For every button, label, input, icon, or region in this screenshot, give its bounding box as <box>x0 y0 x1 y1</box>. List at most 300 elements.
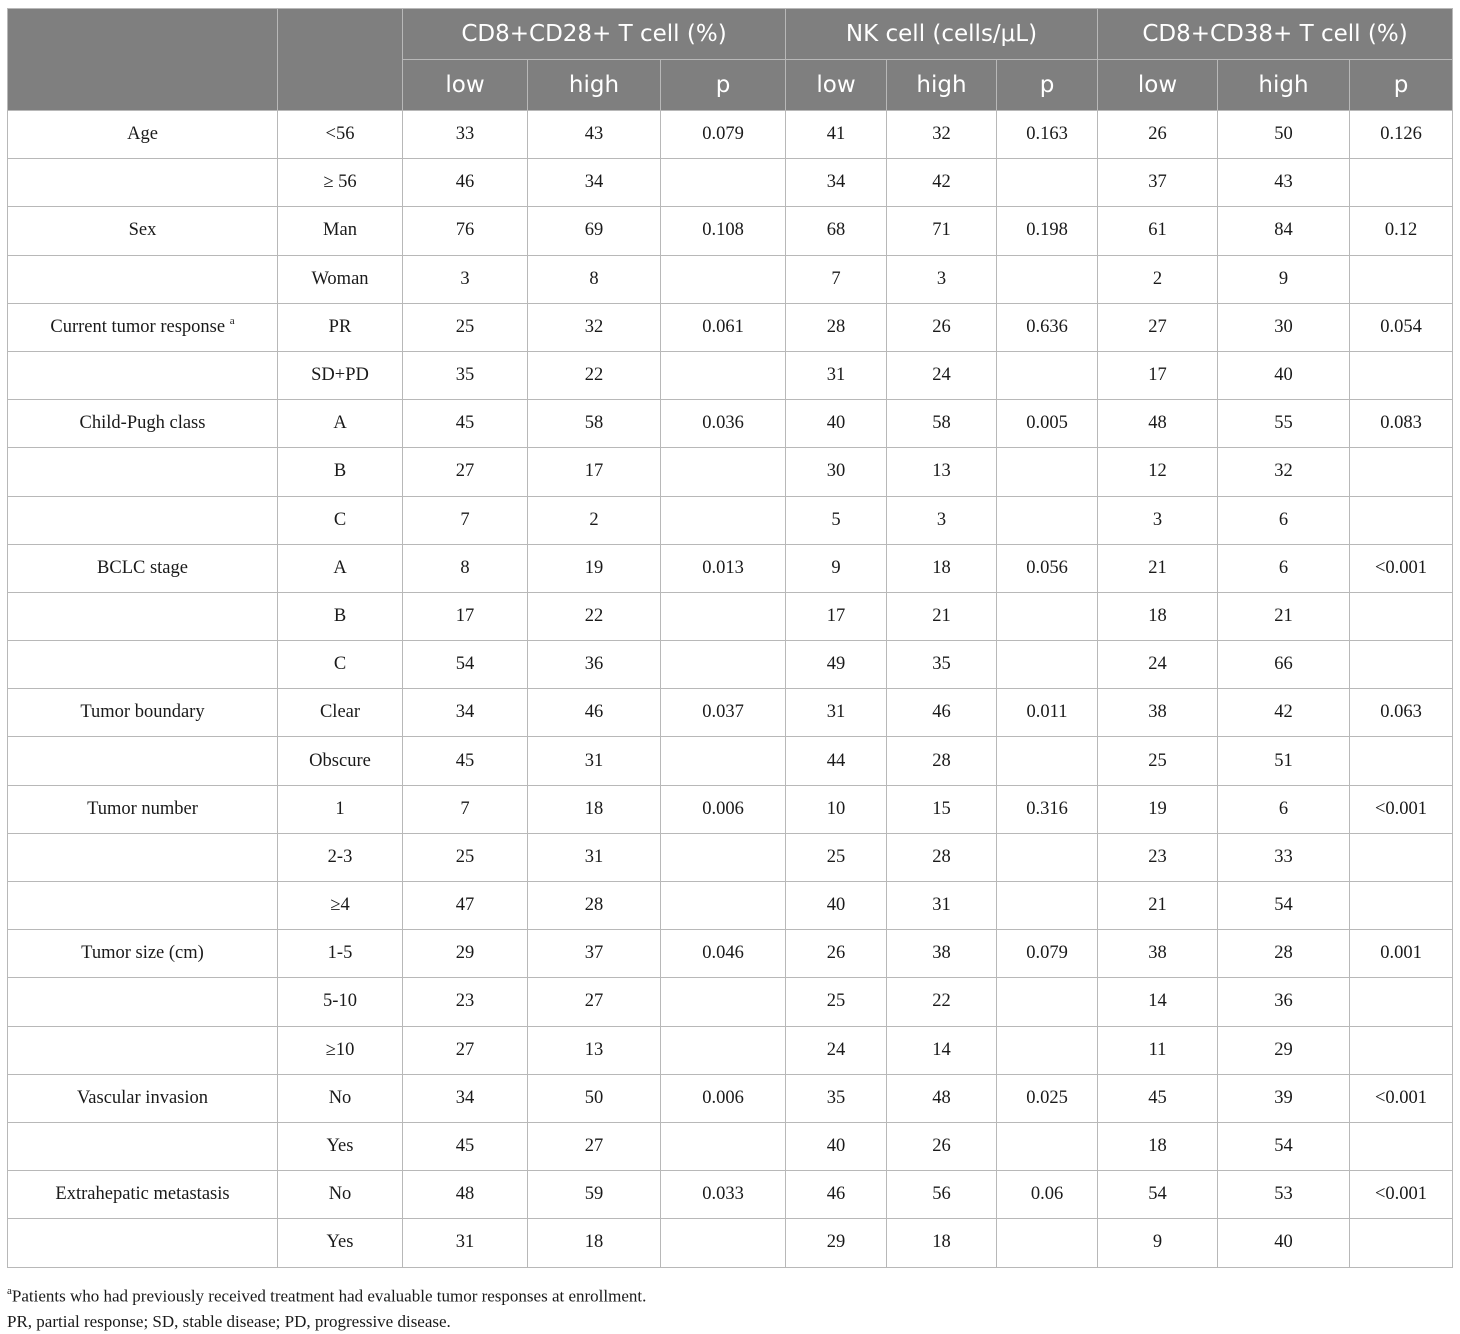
cell-cd38-high <box>1218 400 1350 448</box>
cell-text: 13 <box>584 1039 604 1060</box>
cell-text: Yes <box>326 1136 354 1157</box>
cell-cd28-high <box>528 833 661 881</box>
cell-cd28-low <box>403 1122 528 1170</box>
cell-cd38-high <box>1218 159 1350 207</box>
cell-text: 35 <box>455 365 475 386</box>
cell-text: 37 <box>584 943 604 964</box>
cell-text: 37 <box>1148 172 1167 193</box>
cell-category <box>278 400 403 448</box>
cell-text: A <box>333 413 347 434</box>
cell-text: A <box>333 557 347 578</box>
cell-text: 34 <box>826 172 846 193</box>
cell-text: 45 <box>1148 1087 1167 1108</box>
cell-cd38-low <box>1098 496 1218 544</box>
subheader-high: high <box>887 60 997 111</box>
cell-cd28-high <box>528 303 661 351</box>
cell-cd38-high <box>1218 1074 1350 1122</box>
cell-text: 36 <box>1274 991 1293 1012</box>
cell-text: <0.001 <box>1374 1087 1428 1108</box>
cell-text: 3 <box>936 268 947 289</box>
table-row <box>8 978 1453 1026</box>
cell-cd28-low <box>403 930 528 978</box>
footnote-text-1: Patients who had previously received treatment had evaluable tumor responses at enrollment. <box>11 1286 647 1306</box>
cell-text: 7 <box>831 268 841 289</box>
cell-text: 18 <box>1148 605 1167 626</box>
cell-cd38-p <box>1350 255 1453 303</box>
cell-nk-high <box>887 303 997 351</box>
cell-text: ≥10 <box>325 1039 355 1060</box>
cell-category <box>278 737 403 785</box>
table-row <box>8 207 1453 255</box>
cell-text: 21 <box>1274 605 1293 626</box>
cell-cd38-p <box>1350 400 1453 448</box>
cell-text: 25 <box>455 846 475 867</box>
cell-cd38-high <box>1218 737 1350 785</box>
subheader-high: high <box>1218 60 1350 111</box>
cell-text: 71 <box>932 220 951 241</box>
cell-text: 2 <box>1152 268 1163 289</box>
cell-text: 0.056 <box>1026 557 1068 578</box>
cell-text: 59 <box>584 1184 604 1205</box>
subheader-high: high <box>528 60 661 111</box>
table-row <box>8 351 1453 399</box>
cell-nk-p <box>997 1122 1098 1170</box>
cell-text: 23 <box>1148 846 1167 867</box>
cell-text: 0.037 <box>702 702 744 723</box>
cell-cd28-high <box>528 1026 661 1074</box>
cell-text: 0.083 <box>1380 413 1422 434</box>
cell-text: 17 <box>584 461 604 482</box>
data-table <box>7 8 1453 1268</box>
cell-text: 6 <box>1278 557 1289 578</box>
cell-nk-high <box>887 400 997 448</box>
cell-cd38-low <box>1098 882 1218 930</box>
cell-text: 49 <box>826 654 846 675</box>
cell-text: Woman <box>311 268 369 289</box>
table-row <box>8 785 1453 833</box>
cell-text: 58 <box>584 413 604 434</box>
cell-cd28-low <box>403 159 528 207</box>
table-row <box>8 448 1453 496</box>
cell-category <box>278 1171 403 1219</box>
cell-text: 32 <box>932 124 951 145</box>
cell-cd38-low <box>1098 1219 1218 1267</box>
cell-text: 42 <box>932 172 951 193</box>
cell-cd28-p <box>661 1171 786 1219</box>
cell-cd38-high <box>1218 496 1350 544</box>
cell-text: <56 <box>325 124 355 145</box>
cell-cd38-low <box>1098 978 1218 1026</box>
cell-text: 5 <box>831 509 841 530</box>
cell-text: 47 <box>455 895 475 916</box>
cell-category <box>278 689 403 737</box>
cell-cd28-low <box>403 207 528 255</box>
cell-cd38-p <box>1350 1074 1453 1122</box>
cell-text: 25 <box>826 846 846 867</box>
cell-cd28-p <box>661 255 786 303</box>
cell-text: 22 <box>584 365 604 386</box>
cell-text: <0.001 <box>1374 557 1428 578</box>
cell-cd38-p <box>1350 303 1453 351</box>
cell-text: 25 <box>826 991 846 1012</box>
footnote-marker: a <box>7 1285 12 1297</box>
cell-text: 0.108 <box>702 220 744 241</box>
cell-text: 9 <box>1278 268 1289 289</box>
cell-category <box>278 641 403 689</box>
cell-nk-high <box>887 111 997 159</box>
subheader-p: p <box>661 60 786 111</box>
cell-characteristic <box>8 111 278 159</box>
cell-cd38-high <box>1218 351 1350 399</box>
cell-characteristic <box>8 1171 278 1219</box>
cell-text: 27 <box>455 1039 475 1060</box>
cell-nk-high <box>887 1219 997 1267</box>
cell-category <box>278 1074 403 1122</box>
data-table-container <box>7 8 1452 1268</box>
cell-text: 22 <box>932 991 951 1012</box>
cell-text: 84 <box>1274 220 1293 241</box>
cell-nk-p <box>997 592 1098 640</box>
footnotes <box>7 1280 646 1334</box>
cell-text: 0.025 <box>1026 1087 1068 1108</box>
cell-text: 46 <box>584 702 604 723</box>
cell-text: 24 <box>1148 654 1167 675</box>
cell-cd38-high <box>1218 544 1350 592</box>
cell-text: B <box>333 461 347 482</box>
cell-cd28-p <box>661 978 786 1026</box>
cell-cd28-p <box>661 544 786 592</box>
cell-text: 40 <box>1274 1232 1293 1253</box>
cell-cd38-p <box>1350 592 1453 640</box>
cell-cd28-low <box>403 737 528 785</box>
cell-characteristic <box>8 400 278 448</box>
cell-cd38-low <box>1098 111 1218 159</box>
group-header: CD8+CD38+ T cell (%) <box>1098 9 1453 60</box>
cell-text: ≥ 56 <box>323 172 357 193</box>
cell-cd38-high <box>1218 1171 1350 1219</box>
cell-text: 42 <box>1274 702 1293 723</box>
cell-text: 0.054 <box>1380 316 1422 337</box>
cell-cd28-high <box>528 1219 661 1267</box>
cell-cd28-p <box>661 303 786 351</box>
cell-text: 41 <box>826 124 846 145</box>
cell-cd28-p <box>661 1074 786 1122</box>
cell-nk-p <box>997 159 1098 207</box>
cell-cd38-high <box>1218 930 1350 978</box>
cell-nk-p <box>997 1171 1098 1219</box>
cell-text: 3 <box>936 509 947 530</box>
cell-text: Tumor number <box>87 798 198 819</box>
cell-cd38-p <box>1350 1122 1453 1170</box>
cell-text: Sex <box>128 220 157 241</box>
cell-cd28-low <box>403 641 528 689</box>
cell-text: 6 <box>1278 798 1289 819</box>
cell-nk-p <box>997 448 1098 496</box>
cell-cd38-high <box>1218 592 1350 640</box>
cell-nk-low <box>786 400 887 448</box>
cell-text: 28 <box>826 316 846 337</box>
cell-text: 61 <box>1148 220 1167 241</box>
cell-text: 54 <box>1274 1136 1293 1157</box>
cell-text: 0.198 <box>1026 220 1068 241</box>
cell-nk-high <box>887 882 997 930</box>
cell-nk-high <box>887 448 997 496</box>
cell-nk-p <box>997 400 1098 448</box>
cell-text: Man <box>323 220 357 241</box>
cell-text: 26 <box>1148 124 1167 145</box>
cell-text: 50 <box>584 1087 604 1108</box>
cell-text: 29 <box>826 1232 846 1253</box>
cell-text: Current tumor response <box>50 317 226 338</box>
cell-text: 40 <box>826 413 846 434</box>
cell-text: 48 <box>1148 413 1167 434</box>
cell-text: 44 <box>826 750 846 771</box>
cell-text: 17 <box>826 605 846 626</box>
cell-nk-p <box>997 303 1098 351</box>
cell-category <box>278 930 403 978</box>
table-row <box>8 400 1453 448</box>
cell-nk-high <box>887 1122 997 1170</box>
cell-text: 34 <box>455 1087 475 1108</box>
cell-cd38-low <box>1098 1026 1218 1074</box>
cell-nk-low <box>786 833 887 881</box>
cell-text: 30 <box>826 461 846 482</box>
table-row <box>8 882 1453 930</box>
cell-category <box>278 1122 403 1170</box>
cell-cd38-low <box>1098 1074 1218 1122</box>
cell-characteristic <box>8 689 278 737</box>
cell-text: 29 <box>1274 1039 1293 1060</box>
cell-cd38-high <box>1218 882 1350 930</box>
table-row <box>8 159 1453 207</box>
cell-text: 27 <box>455 461 475 482</box>
cell-cd28-low <box>403 785 528 833</box>
cell-text: 50 <box>1274 124 1293 145</box>
cell-cd38-low <box>1098 351 1218 399</box>
cell-cd28-p <box>661 882 786 930</box>
cell-cd28-p <box>661 448 786 496</box>
cell-nk-p <box>997 978 1098 1026</box>
cell-category <box>278 1219 403 1267</box>
cell-nk-high <box>887 737 997 785</box>
cell-text: B <box>333 605 347 626</box>
cell-cd28-low <box>403 978 528 1026</box>
cell-text: 18 <box>584 1232 604 1253</box>
cell-category <box>278 255 403 303</box>
cell-nk-low <box>786 882 887 930</box>
cell-category <box>278 592 403 640</box>
cell-text: 30 <box>1274 316 1293 337</box>
cell-nk-p <box>997 882 1098 930</box>
cell-cd28-high <box>528 737 661 785</box>
cell-characteristic <box>8 496 278 544</box>
cell-text: Child-Pugh class <box>79 413 206 434</box>
cell-cd38-p <box>1350 496 1453 544</box>
subheader-low: low <box>1098 60 1218 111</box>
cell-characteristic <box>8 544 278 592</box>
cell-cd28-high <box>528 448 661 496</box>
cell-nk-low <box>786 303 887 351</box>
cell-cd38-high <box>1218 111 1350 159</box>
cell-characteristic <box>8 737 278 785</box>
table-row <box>8 303 1453 351</box>
cell-cd38-high <box>1218 1122 1350 1170</box>
cell-text: 18 <box>932 1232 951 1253</box>
cell-text: Clear <box>319 702 361 723</box>
cell-category <box>278 496 403 544</box>
cell-nk-low <box>786 737 887 785</box>
cell-cd38-p <box>1350 882 1453 930</box>
cell-nk-low <box>786 1074 887 1122</box>
cell-nk-low <box>786 1122 887 1170</box>
cell-text: 5-10 <box>323 991 357 1012</box>
cell-cd38-p <box>1350 737 1453 785</box>
cell-cd38-high <box>1218 207 1350 255</box>
cell-cd38-p <box>1350 785 1453 833</box>
cell-category <box>278 448 403 496</box>
cell-nk-high <box>887 833 997 881</box>
cell-cd38-p <box>1350 641 1453 689</box>
cell-characteristic <box>8 255 278 303</box>
cell-text: 8 <box>460 557 470 578</box>
cell-characteristic <box>8 641 278 689</box>
cell-cd28-high <box>528 255 661 303</box>
cell-cd28-p <box>661 1122 786 1170</box>
cell-cd28-p <box>661 496 786 544</box>
cell-text: 18 <box>1148 1136 1167 1157</box>
cell-text: No <box>328 1087 352 1108</box>
cell-cd28-high <box>528 496 661 544</box>
cell-cd38-high <box>1218 448 1350 496</box>
cell-category <box>278 785 403 833</box>
cell-nk-low <box>786 207 887 255</box>
cell-cd28-low <box>403 400 528 448</box>
cell-text: 18 <box>932 557 951 578</box>
cell-category <box>278 111 403 159</box>
group-header: CD8+CD28+ T cell (%) <box>403 9 786 60</box>
cell-text: 10 <box>826 798 846 819</box>
cell-text: 34 <box>584 172 604 193</box>
cell-cd28-high <box>528 689 661 737</box>
cell-cd28-high <box>528 1171 661 1219</box>
cell-text: 45 <box>455 750 475 771</box>
subheader-low: low <box>403 60 528 111</box>
cell-cd28-high <box>528 111 661 159</box>
cell-cd38-high <box>1218 1219 1350 1267</box>
cell-text: 31 <box>584 846 604 867</box>
cell-text: 26 <box>826 943 846 964</box>
cell-cd28-low <box>403 544 528 592</box>
cell-text: Tumor boundary <box>80 702 205 723</box>
cell-text: 12 <box>1148 461 1167 482</box>
cell-text: 18 <box>584 798 604 819</box>
cell-text: 35 <box>826 1087 846 1108</box>
table-row <box>8 641 1453 689</box>
cell-cd38-p <box>1350 1219 1453 1267</box>
group-header: NK cell (cells/μL) <box>786 9 1098 60</box>
cell-text: C <box>333 509 347 530</box>
cell-text: 33 <box>1274 846 1293 867</box>
cell-text: 27 <box>1148 316 1167 337</box>
cell-text: Obscure <box>309 750 371 771</box>
cell-text: 40 <box>826 895 846 916</box>
cell-text: 46 <box>826 1184 846 1205</box>
cell-cd38-low <box>1098 448 1218 496</box>
cell-cd38-p <box>1350 689 1453 737</box>
cell-nk-low <box>786 496 887 544</box>
cell-text: 1 <box>335 798 345 819</box>
cell-nk-p <box>997 111 1098 159</box>
cell-text: 3 <box>1152 509 1163 530</box>
cell-text: 0.013 <box>702 557 744 578</box>
cell-text: 35 <box>932 654 951 675</box>
cell-text: 40 <box>1274 365 1293 386</box>
cell-category <box>278 207 403 255</box>
cell-cd28-p <box>661 207 786 255</box>
header-empty-category <box>278 9 403 111</box>
cell-cd28-p <box>661 351 786 399</box>
cell-cd38-high <box>1218 833 1350 881</box>
cell-cd38-high <box>1218 255 1350 303</box>
cell-text: 31 <box>826 365 846 386</box>
cell-category <box>278 303 403 351</box>
cell-text: Age <box>127 124 158 145</box>
cell-text: 54 <box>1274 895 1293 916</box>
cell-text: 32 <box>584 316 604 337</box>
cell-characteristic <box>8 882 278 930</box>
cell-text: 33 <box>455 124 475 145</box>
cell-text: 0.046 <box>702 943 744 964</box>
cell-cd38-high <box>1218 303 1350 351</box>
cell-nk-low <box>786 1219 887 1267</box>
table-row <box>8 1026 1453 1074</box>
cell-text: 31 <box>826 702 846 723</box>
cell-text: 28 <box>1274 943 1293 964</box>
cell-characteristic <box>8 1026 278 1074</box>
cell-text: 7 <box>460 798 470 819</box>
cell-nk-high <box>887 544 997 592</box>
cell-cd38-p <box>1350 159 1453 207</box>
cell-text: 24 <box>932 365 951 386</box>
cell-text: 45 <box>455 413 475 434</box>
cell-characteristic <box>8 785 278 833</box>
cell-nk-low <box>786 930 887 978</box>
cell-text: 0.036 <box>702 413 744 434</box>
cell-text: 21 <box>932 605 951 626</box>
cell-text: 0.011 <box>1026 702 1068 723</box>
cell-cd38-low <box>1098 255 1218 303</box>
cell-nk-p <box>997 833 1098 881</box>
cell-category <box>278 833 403 881</box>
cell-cd38-high <box>1218 641 1350 689</box>
cell-cd38-low <box>1098 641 1218 689</box>
cell-text: 31 <box>932 895 951 916</box>
cell-cd28-low <box>403 111 528 159</box>
cell-text: 13 <box>932 461 951 482</box>
cell-text: 66 <box>1274 654 1293 675</box>
cell-cd38-low <box>1098 785 1218 833</box>
cell-text: <0.001 <box>1374 798 1428 819</box>
cell-text: SD+PD <box>311 365 369 386</box>
cell-cd38-low <box>1098 400 1218 448</box>
cell-nk-high <box>887 592 997 640</box>
cell-text: 34 <box>455 702 475 723</box>
cell-cd38-low <box>1098 930 1218 978</box>
cell-cd38-p <box>1350 544 1453 592</box>
cell-category <box>278 882 403 930</box>
cell-cd38-high <box>1218 689 1350 737</box>
cell-nk-p <box>997 351 1098 399</box>
